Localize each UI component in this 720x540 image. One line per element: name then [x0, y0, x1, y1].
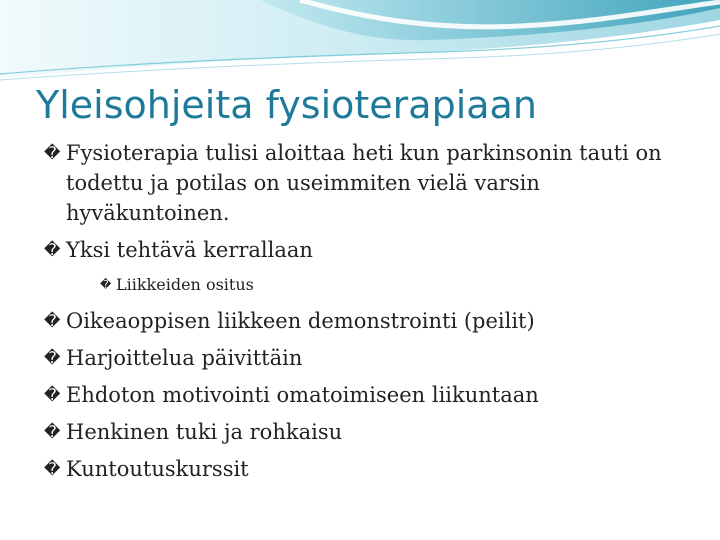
bullet-list [44, 138, 704, 484]
bullet-text: Ehdoton motivointi omatoimiseen liikuntaan [66, 383, 539, 407]
bullet-item [44, 343, 704, 373]
sub-bullet-text: Liikkeiden ositus [116, 275, 254, 294]
bullet-text: Fysioterapia tulisi aloittaa heti kun parkinsonin tauti on todettu ja potilas on useimmiten vielä varsin hyväkuntoinen. [66, 141, 662, 225]
bullet-item [44, 454, 704, 484]
bullet-text: Harjoittelua päivittäin [66, 346, 303, 370]
bullet-item [44, 138, 704, 228]
bullet-marker-icon: � [44, 143, 61, 162]
bullet-marker-icon: � [44, 422, 61, 441]
bullet-text: Henkinen tuki ja rohkaisu [66, 420, 343, 444]
bullet-marker-icon: � [44, 385, 61, 404]
sub-bullet-marker-icon: � [100, 278, 112, 291]
bullet-text: Yksi tehtävä kerrallaan [66, 238, 313, 262]
bullet-marker-icon: � [44, 459, 61, 478]
bullet-item [44, 235, 704, 265]
bullet-marker-icon: � [44, 240, 61, 259]
bullet-item [44, 380, 704, 410]
bullet-text: Kuntoutuskurssit [66, 457, 249, 481]
bullet-marker-icon: � [44, 348, 61, 367]
sub-bullet-item [44, 272, 704, 298]
header-wave-decoration [0, 0, 720, 90]
bullet-marker-icon: � [44, 311, 61, 330]
bullet-item [44, 306, 704, 336]
slide-title: Yleisohjeita fysioterapiaan [36, 83, 537, 127]
bullet-item [44, 417, 704, 447]
bullet-text: Oikeaoppisen liikkeen demonstrointi (peilit) [66, 309, 535, 333]
